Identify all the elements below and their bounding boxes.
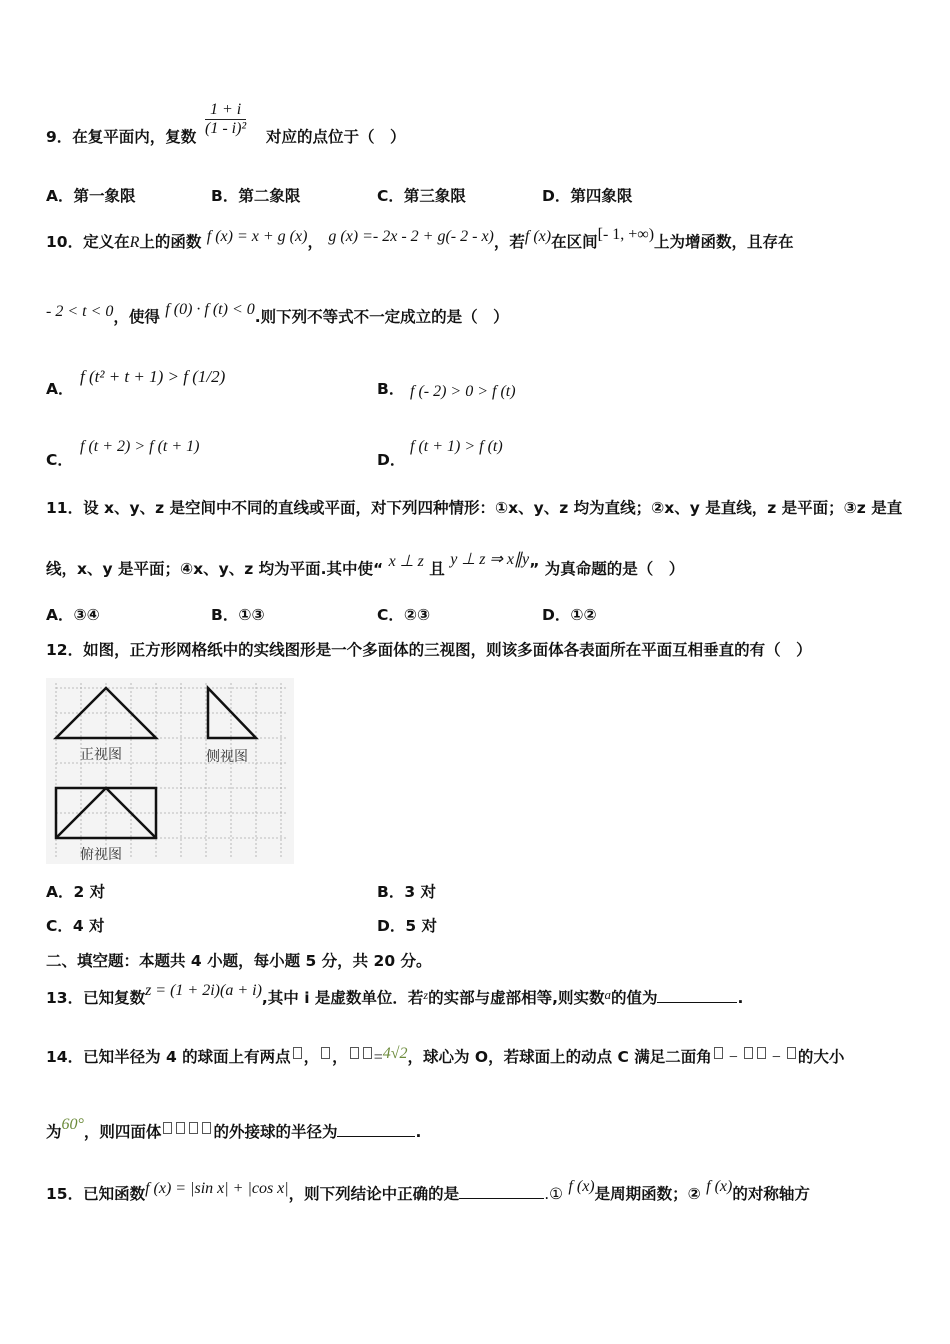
q10-text-5: 上为增函数，且存在 — [654, 233, 794, 251]
q14-text-7: ，则四面体 — [83, 1123, 162, 1141]
three-view-figure — [46, 678, 294, 864]
q13-expression: z = (1 + 2i)(a + i) — [145, 982, 262, 999]
q15-text-1: 15．已知函数 — [46, 1185, 146, 1203]
q14-angle: 60° — [61, 1116, 84, 1133]
q10-option-c-label: C． — [46, 451, 73, 469]
q14-text-4: ，球心为 O，若球面上的动点 C 满足二面角 — [407, 1048, 712, 1066]
q15-fx-1: f (x) — [568, 1178, 595, 1195]
q13-text-4: 的值为 — [610, 989, 658, 1007]
q14-dihedral-glyph-4 — [787, 1047, 796, 1059]
q9-option-a: A．第一象限 — [46, 187, 136, 205]
q9-option-c: C．第三象限 — [377, 187, 466, 205]
q14-length-value: 4√2 — [382, 1045, 408, 1062]
q11-quote-open: “ — [373, 560, 384, 578]
q14-tetra-glyph-2 — [176, 1122, 185, 1134]
q10-option-a: f (t² + t + 1) > f (1/2) — [80, 367, 226, 386]
q14-dash-2: − — [767, 1049, 785, 1066]
q10-t-range: - 2 < t < 0 — [46, 303, 114, 320]
q9-fraction-numerator: 1 + i — [205, 101, 246, 120]
q14-text-2: ， — [303, 1048, 320, 1066]
q14-point-b-glyph — [321, 1047, 330, 1059]
q12-option-a: A．2 对 — [46, 883, 106, 901]
q10-g-definition: g (x) =- 2x - 2 + g(- 2 - x) — [328, 228, 494, 245]
q13-text-5: . — [737, 989, 744, 1007]
q9-stem-text: 9．在复平面内，复数 — [46, 128, 197, 146]
q11-option-c: C．②③ — [377, 606, 431, 624]
q10-option-d: f (t + 1) > f (t) — [410, 438, 503, 455]
q14-dihedral-glyph-1 — [714, 1047, 723, 1059]
q13-z: z — [423, 988, 429, 1002]
q14-text-6: 为 — [46, 1123, 62, 1141]
q14-stem-line1 — [46, 1047, 844, 1068]
q12-option-d: D．5 对 — [377, 917, 438, 935]
side-view-caption: 侧视图 — [206, 749, 248, 765]
q15-fx-2: f (x) — [706, 1178, 733, 1195]
q10-text-3: ，若 — [493, 233, 525, 251]
q12-stem: 12．如图，正方形网格纸中的实线图形是一个多面体的三视图，则该多面体各表面所在平面互相垂直的有（ ） — [46, 641, 812, 659]
q11-option-d: D．①② — [542, 606, 597, 624]
three-view-diagram — [46, 678, 294, 864]
q11-option-a: A．③④ — [46, 606, 100, 624]
q10-set-r: R — [129, 234, 140, 251]
q11-quote-close: ” — [529, 560, 540, 578]
q10-stem-line1 — [46, 226, 794, 253]
q10-option-d-label: D． — [377, 451, 406, 469]
q15-text-3: .① — [544, 1185, 564, 1203]
q14-point-a-glyph — [293, 1047, 302, 1059]
q11-stem-line1: 11．设 x、y、z 是空间中不同的直线或平面，对下列四种情形：①x、y、z 均为直线；②x、y 是直线，z 是平面；③z 是直 — [46, 499, 903, 517]
q11-and: 且 — [429, 560, 445, 578]
q14-text-1: 14．已知半径为 4 的球面上有两点 — [46, 1048, 291, 1066]
q9-stem — [46, 127, 196, 147]
q14-segment-glyph-1 — [350, 1047, 359, 1059]
q14-tetra-glyph-1 — [163, 1122, 172, 1134]
q13-text-3: 的实部与虚部相等,则实数 — [428, 989, 605, 1007]
q13-text-1: 13．已知复数 — [46, 989, 146, 1007]
q9-fraction — [205, 101, 246, 138]
q12-option-c: C．4 对 — [46, 917, 105, 935]
top-view-caption: 俯视图 — [80, 847, 122, 863]
q15-text-5: 的对称轴方 — [732, 1185, 810, 1203]
q11-condition-2: y ⊥ z ⇒ x∥y — [450, 551, 530, 568]
q10-product-condition: f (0) · f (t) < 0 — [165, 301, 255, 318]
q10-fx: f (x) — [524, 228, 552, 245]
q10-text-7: .则下列不等式不一定成立的是（ ） — [254, 308, 509, 326]
q9-tail: 对应的点位于（ ） — [266, 128, 406, 146]
q13-answer-blank[interactable] — [657, 988, 737, 1003]
q9-fraction-denominator: (1 - i)² — [205, 120, 247, 137]
q10-comma: ， — [307, 233, 323, 251]
q9-option-d: D．第四象限 — [542, 187, 633, 205]
q14-tetra-glyph-3 — [189, 1122, 198, 1134]
q13-a: a — [604, 987, 611, 1002]
q10-text-6: ，使得 — [113, 308, 160, 326]
q11-condition-1: x ⊥ z — [388, 553, 424, 570]
q10-stem-line2 — [46, 301, 509, 328]
q10-option-b: f (- 2) > 0 > f (t) — [410, 383, 516, 400]
q14-text-5: 的大小 — [797, 1048, 845, 1066]
q10-text-4: 在区间 — [551, 233, 598, 251]
q14-stem-line2 — [46, 1116, 422, 1143]
q11-option-b: B．①③ — [211, 606, 265, 624]
q13-text-2: ,其中 i 是虚数单位．若 — [261, 989, 424, 1007]
q10-option-a-label: A． — [46, 380, 74, 398]
q10-option-b-label: B． — [377, 380, 405, 398]
q10-text-2: 上的函数 — [139, 233, 202, 251]
q14-text-9: . — [415, 1123, 422, 1141]
q15-text-2: ，则下列结论中正确的是 — [288, 1185, 460, 1203]
q15-expression: f (x) = |sin x| + |cos x| — [145, 1180, 289, 1197]
q11-text-a: 线，x、y 是平面；④x、y、z 均为平面.其中使 — [46, 560, 374, 578]
q15-text-4: 是周期函数；② — [594, 1185, 701, 1203]
q15-answer-blank[interactable] — [459, 1184, 544, 1199]
q11-stem-line2 — [46, 551, 685, 580]
q9-option-b: B．第二象限 — [211, 187, 301, 205]
q10-f-definition: f (x) = x + g (x) — [206, 228, 308, 245]
q14-text-8: 的外接球的半径为 — [213, 1123, 338, 1141]
section-2-heading: 二、填空题：本题共 4 小题，每小题 5 分，共 20 分。 — [46, 952, 432, 970]
q14-segment-glyph-2 — [363, 1047, 372, 1059]
q11-text-b: 为真命题的是（ ） — [544, 560, 685, 578]
q14-text-3: ， — [332, 1048, 348, 1066]
q14-equals: = — [373, 1049, 383, 1066]
q13-stem — [46, 982, 744, 1009]
q14-answer-blank[interactable] — [337, 1122, 415, 1137]
q14-tetra-glyph-4 — [202, 1122, 211, 1134]
q14-dihedral-glyph-3 — [757, 1047, 766, 1059]
q12-option-b: B．3 对 — [377, 883, 436, 901]
q14-dash-1: − — [724, 1049, 742, 1066]
q10-option-c: f (t + 2) > f (t + 1) — [80, 438, 200, 455]
q10-text-1: 10．定义在 — [46, 233, 130, 251]
q10-interval: [- 1, +∞) — [597, 226, 655, 243]
q14-dihedral-glyph-2 — [744, 1047, 753, 1059]
q15-stem — [46, 1178, 810, 1205]
front-view-caption: 正视图 — [80, 747, 122, 763]
